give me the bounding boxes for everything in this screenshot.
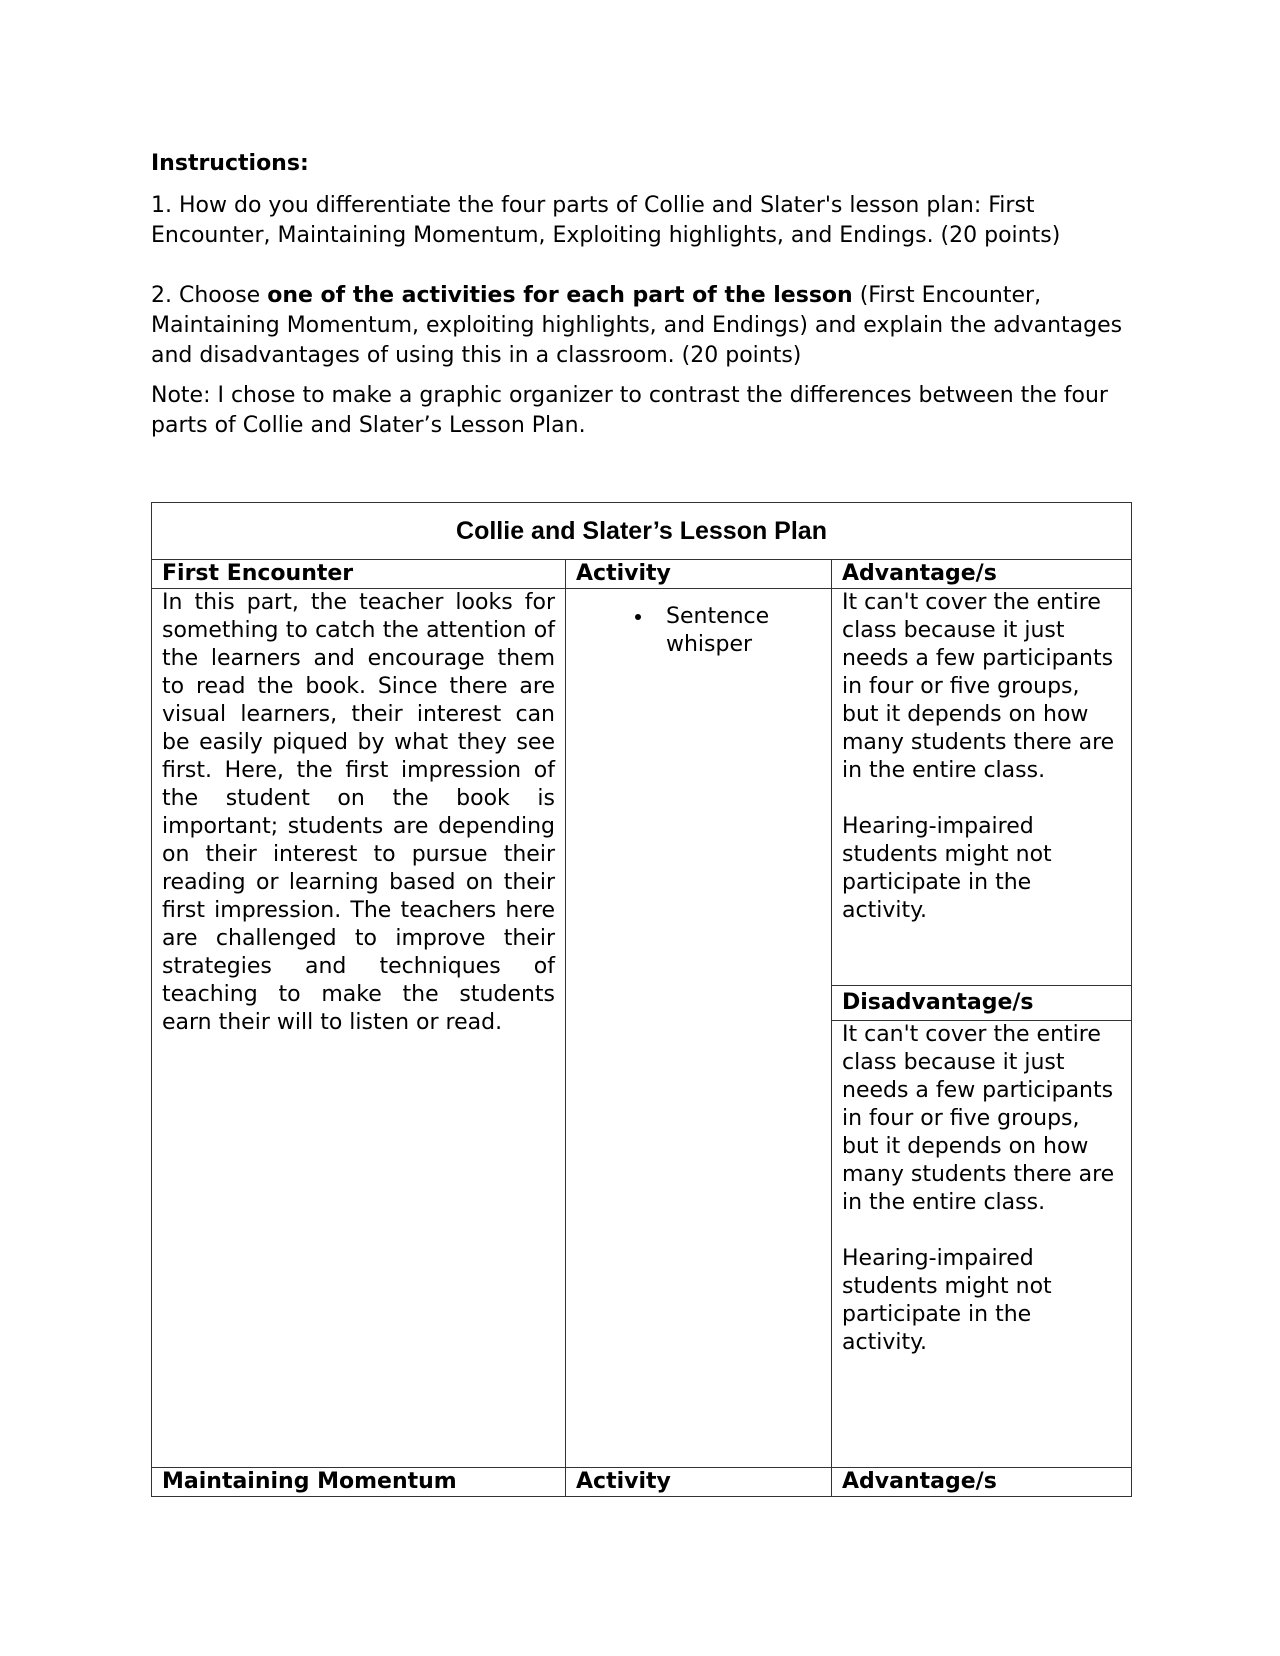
question-1: 1. How do you differentiate the four parts of Collie and Slater's lesson plan: First Encounter, Maintaining Momentum, Exploiting highlights, and Endings. (20 points): [151, 193, 1061, 249]
first-encounter-header: First Encounter: [152, 560, 566, 589]
table-title: Collie and Slater’s Lesson Plan: [152, 503, 1132, 560]
question-2: [151, 281, 1131, 371]
question-2-prefix: 2. Choose: [151, 283, 268, 309]
section-header-row: [152, 560, 1132, 589]
activity-item: • Sentence whisper: [654, 603, 821, 659]
advantage-text-2: Hearing-impaired students might not participate in the activity.: [842, 814, 1052, 923]
section-2-header-row: [152, 1468, 1132, 1497]
advantage-text-1: It can't cover the entire class because it just needs a few participants in four or five groups, but it depends on how many students there are in the entire class.: [842, 590, 1115, 783]
question-2-suffix: (First Encounter, Maintaining Momentum, exploiting highlights, and Endings) and explain the advantages and disadvantages of using this in a classroom. (20 points): [151, 283, 1123, 369]
instructions-heading: Instructions:: [151, 151, 309, 176]
first-encounter-description: In this part, the teacher looks for something to catch the attention of the learners and encourage them to read the book. Since there are visual learners, their interest can be easily piqued by what they see first. Here, the first impression of the student on the book is important; students are depending on their interest to pursue their reading or learning based on their first impression. The teachers here are challenged to improve their strategies and techniques of teaching to make the students earn their will to listen or read.: [152, 589, 566, 1468]
advantage-header-2: Advantage/s: [832, 1468, 1132, 1497]
lesson-plan-table: [151, 502, 1132, 1497]
disadvantage-text-1: It can't cover the entire class because it just needs a few participants in four or five groups, but it depends on how many students there are in the entire class.: [842, 1022, 1115, 1215]
activity-list: [576, 603, 821, 659]
instructions-block: [151, 146, 1131, 441]
advantage-header: Advantage/s: [832, 560, 1132, 589]
disadvantage-text-2: Hearing-impaired students might not participate in the activity.: [842, 1246, 1052, 1355]
question-2-emphasis: one of the activities for each part of the lesson: [267, 283, 853, 309]
table-title-row: [152, 503, 1132, 560]
activity-cell: [566, 589, 832, 1468]
note-text: Note: I chose to make a graphic organizer to contrast the differences between the four parts of Collie and Slater’s Lesson Plan.: [151, 383, 1108, 439]
disadvantage-cell: [832, 1021, 1132, 1468]
activity-header: Activity: [566, 560, 832, 589]
activity-header-2: Activity: [566, 1468, 832, 1497]
disadvantage-header: Disadvantage/s: [832, 986, 1132, 1021]
maintaining-momentum-header: Maintaining Momentum: [152, 1468, 566, 1497]
advantage-cell: [832, 589, 1132, 986]
section-advantage-row: [152, 589, 1132, 986]
